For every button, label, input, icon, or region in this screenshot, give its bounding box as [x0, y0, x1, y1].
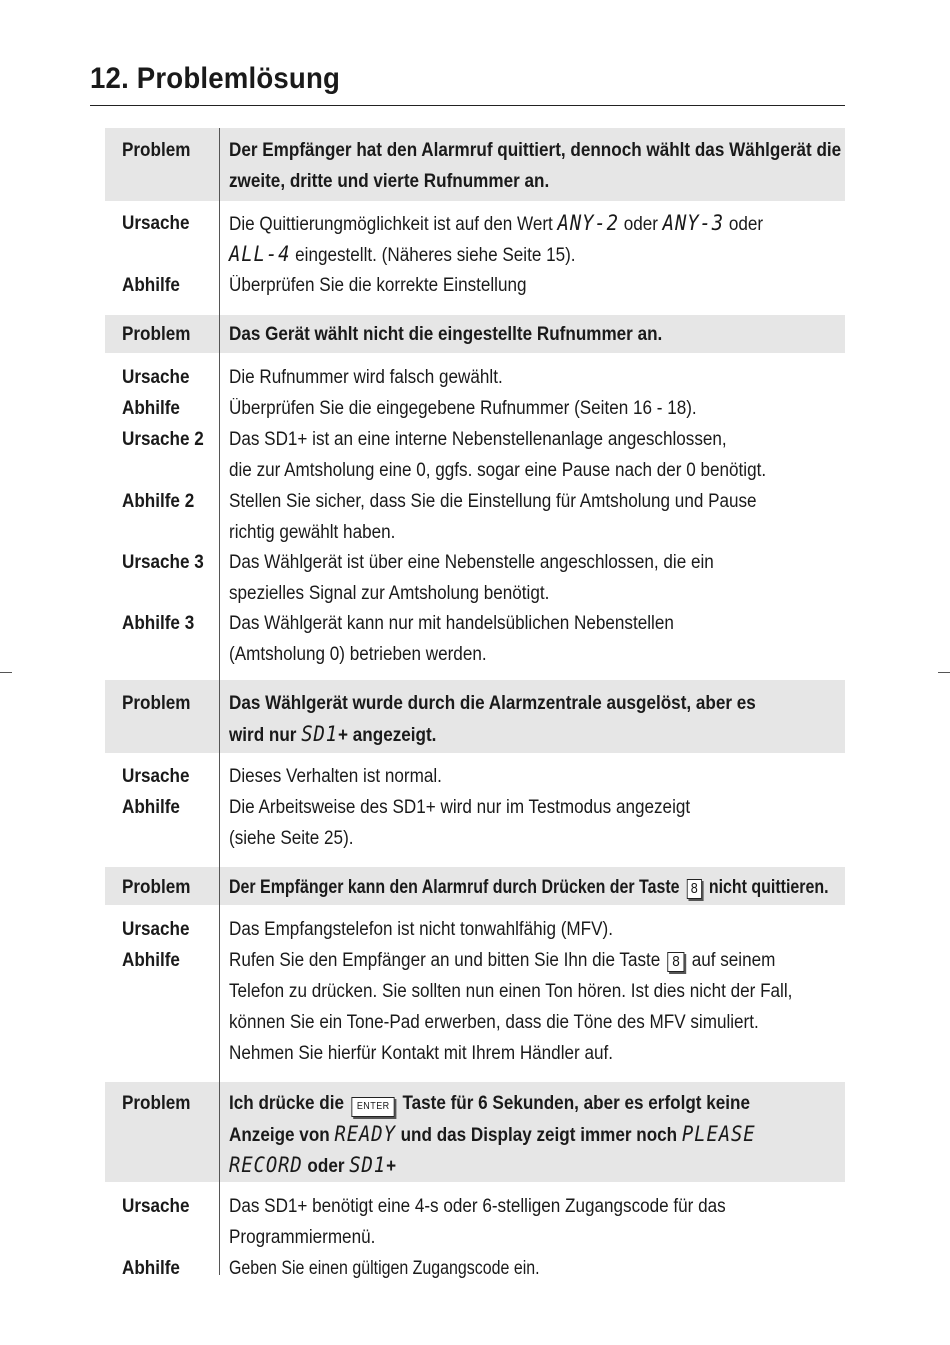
page-title: 12. Problemlösung: [90, 62, 341, 95]
ursache-p5-line-2: Programmiermenü.: [229, 1227, 376, 1248]
problem-5-line-1: [229, 1088, 805, 1119]
label-ursache-p5: Ursache: [122, 1196, 190, 1217]
problem-1-line-2: zweite, dritte und vierte Rufnummer an.: [229, 171, 550, 192]
abhilfe-2-line-2: richtig gewählt haben.: [229, 522, 396, 543]
abhilfe-2-line-1: Stellen Sie sicher, dass Sie die Einstellung für Amtsholung und Pause: [229, 491, 757, 512]
problem-5-text-e: oder: [302, 1156, 350, 1177]
problem-1-line-1: Der Empfänger hat den Alarmruf quittiert, dennoch wählt das Wählgerät die: [229, 140, 842, 161]
problem-3-text-a: wird nur: [229, 725, 302, 746]
label-ursache-p3: Ursache: [122, 766, 190, 787]
lcd-ready: READY: [334, 1122, 396, 1146]
abhilfe-2a-text: Überprüfen Sie die eingegebene Rufnummer (Seiten 16 - 18).: [229, 398, 697, 419]
abhilfe-3-line-1: Das Wählgerät kann nur mit handelsüblichen Nebenstellen: [229, 613, 674, 634]
crop-mark-right: [938, 672, 950, 673]
label-ursache-2a: Ursache: [122, 367, 190, 388]
label-abhilfe-2: Abhilfe 2: [122, 491, 195, 512]
problem-5-line-3: [229, 1150, 805, 1182]
key-8-icon: 8: [686, 879, 701, 899]
ursache-1-text-c: oder: [724, 214, 764, 235]
lcd-any-3: ANY-3: [662, 211, 725, 235]
ursache-1-text-a: Die Quittierungmöglichkeit ist auf den Wert: [229, 214, 558, 235]
abhilfe-p3-line-2: (siehe Seite 25).: [229, 828, 354, 849]
problem-3-line-1: Das Wählgerät wurde durch die Alarmzentrale ausgelöst, aber es: [229, 693, 756, 714]
title-rule: [90, 105, 845, 106]
problem-2-text: Das Gerät wählt nicht die eingestellte Rufnummer an.: [229, 324, 663, 345]
label-abhilfe-3: Abhilfe 3: [122, 613, 195, 634]
label-abhilfe-p4: Abhilfe: [122, 950, 180, 971]
lcd-sd1: SD1: [301, 722, 339, 746]
ursache-3-line-1: Das Wählgerät ist über eine Nebenstelle angeschlossen, die ein: [229, 552, 714, 573]
key-8-icon: 8: [668, 952, 685, 972]
label-problem-3: Problem: [122, 693, 191, 714]
problem-5-line-2: [229, 1119, 805, 1151]
problem-3-text-b: + angezeigt.: [338, 725, 437, 746]
ursache-p3-text: Dieses Verhalten ist normal.: [229, 766, 442, 787]
ursache-p5-line-1: Das SD1+ benötigt eine 4-s oder 6-stelligen Zugangscode für das: [229, 1196, 726, 1217]
problem-4-text: [229, 872, 829, 903]
lcd-any-2: ANY-2: [557, 211, 619, 235]
ursache-p4-text: Das Empfangstelefon ist nicht tonwahlfähig (MFV).: [229, 919, 613, 940]
problem-5-text-f: +: [386, 1156, 397, 1177]
abhilfe-p4-line-2: Telefon zu drücken. Sie sollten nun einen Ton hören. Ist dies nicht der Fall,: [229, 981, 793, 1002]
label-ursache-3: Ursache 3: [122, 552, 204, 573]
key-enter-icon: ENTER: [351, 1097, 395, 1117]
ursache-1-line-1: [229, 208, 805, 240]
ursache-1-line-2: [229, 239, 805, 271]
problem-3-line-2: [229, 719, 805, 751]
problem-5-text-a: Ich drücke die: [229, 1093, 349, 1114]
abhilfe-p4-line-3: können Sie ein Tone-Pad erwerben, dass die Töne des MFV simuliert.: [229, 1012, 759, 1033]
problem-5-text-d: und das Display zeigt immer noch: [395, 1125, 682, 1146]
label-ursache-1: Ursache: [122, 213, 190, 234]
label-problem-5: Problem: [122, 1093, 191, 1114]
problem-5-text-b: Taste für 6 Sekunden, aber es erfolgt keine: [397, 1093, 750, 1114]
problem-4-text-b: nicht quittieren.: [704, 877, 829, 898]
ursache-2a-text: Die Rufnummer wird falsch gewählt.: [229, 367, 503, 388]
ursache-2-line-2: die zur Amtsholung eine 0, ggfs. sogar eine Pause nach der 0 benötigt.: [229, 460, 767, 481]
abhilfe-p5-text: Geben Sie einen gültigen Zugangscode ein.: [229, 1258, 540, 1279]
abhilfe-p4-line-1: [229, 945, 805, 976]
label-abhilfe-2a: Abhilfe: [122, 398, 180, 419]
column-divider: [219, 128, 220, 1275]
abhilfe-3-line-2: (Amtsholung 0) betrieben werden.: [229, 644, 487, 665]
ursache-1-text-b: oder: [618, 214, 663, 235]
ursache-3-line-2: spezielles Signal zur Amtsholung benötigt.: [229, 583, 550, 604]
label-problem-4: Problem: [122, 877, 191, 898]
label-problem-1: Problem: [122, 140, 191, 161]
problem-5-text-c: Anzeige von: [229, 1125, 335, 1146]
label-abhilfe-p3: Abhilfe: [122, 797, 180, 818]
lcd-all-4: ALL-4: [229, 242, 291, 266]
crop-mark-left: [0, 672, 12, 673]
lcd-sd1-2: SD1: [349, 1153, 387, 1177]
label-problem-2: Problem: [122, 324, 191, 345]
ursache-2-line-1: Das SD1+ ist an eine interne Nebenstellenanlage angeschlossen,: [229, 429, 727, 450]
label-abhilfe-1: Abhilfe: [122, 275, 180, 296]
ursache-1-text-d: eingestellt. (Näheres siehe Seite 15).: [290, 245, 576, 266]
lcd-record: RECORD: [229, 1153, 303, 1177]
lcd-please: PLEASE: [681, 1122, 756, 1146]
abhilfe-p4-text-b: auf seinem: [686, 950, 776, 971]
label-ursache-2: Ursache 2: [122, 429, 204, 450]
label-ursache-p4: Ursache: [122, 919, 190, 940]
problem-4-text-a: Der Empfänger kann den Alarmruf durch Drücken der Taste: [229, 877, 684, 898]
abhilfe-p3-line-1: Die Arbeitsweise des SD1+ wird nur im Testmodus angezeigt: [229, 797, 691, 818]
abhilfe-p4-line-4: Nehmen Sie hierfür Kontakt mit Ihrem Händler auf.: [229, 1043, 613, 1064]
abhilfe-1-text: Überprüfen Sie die korrekte Einstellung: [229, 275, 527, 296]
abhilfe-p4-text-a: Rufen Sie den Empfänger an und bitten Sie Ihn die Taste: [229, 950, 666, 971]
label-abhilfe-p5: Abhilfe: [122, 1258, 180, 1279]
